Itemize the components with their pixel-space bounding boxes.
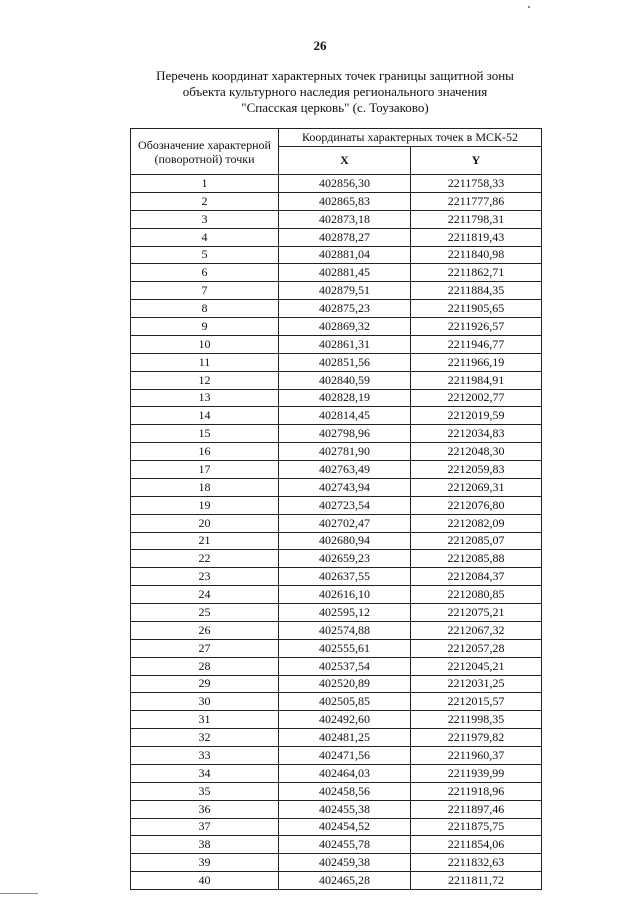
point-number-cell: 33 (131, 747, 279, 765)
table-row (131, 836, 542, 854)
point-number-cell: 6 (131, 264, 279, 282)
point-number-cell: 39 (131, 854, 279, 872)
y-coordinate-cell: 2211819,43 (411, 228, 542, 246)
table-row (131, 764, 542, 782)
table-row (131, 782, 542, 800)
table-row (131, 568, 542, 586)
x-coordinate-cell: 402881,45 (279, 264, 411, 282)
table-row (131, 282, 542, 300)
x-coordinate-cell: 402455,38 (279, 800, 411, 818)
coordinates-table (130, 128, 542, 890)
x-coordinate-cell: 402492,60 (279, 711, 411, 729)
x-coordinate-cell: 402481,25 (279, 729, 411, 747)
point-number-cell: 38 (131, 836, 279, 854)
y-coordinate-cell: 2211946,77 (411, 335, 542, 353)
x-coordinate-cell: 402879,51 (279, 282, 411, 300)
table-row (131, 657, 542, 675)
point-number-cell: 21 (131, 532, 279, 550)
y-coordinate-cell: 2211832,63 (411, 854, 542, 872)
y-coordinate-cell: 2212002,77 (411, 389, 542, 407)
point-number-cell: 11 (131, 353, 279, 371)
point-number-cell: 40 (131, 872, 279, 890)
table-row (131, 747, 542, 765)
x-coordinate-cell: 402878,27 (279, 228, 411, 246)
x-coordinate-cell: 402702,47 (279, 514, 411, 532)
x-coordinate-cell: 402471,56 (279, 747, 411, 765)
table-row (131, 246, 542, 264)
x-coordinate-cell: 402763,49 (279, 461, 411, 479)
y-coordinate-cell: 2211854,06 (411, 836, 542, 854)
y-coordinate-cell: 2212034,83 (411, 425, 542, 443)
table-row (131, 371, 542, 389)
table-row (131, 407, 542, 425)
x-coordinate-cell: 402574,88 (279, 621, 411, 639)
point-number-cell: 12 (131, 371, 279, 389)
y-coordinate-cell: 2212084,37 (411, 568, 542, 586)
y-coordinate-cell: 2211798,31 (411, 210, 542, 228)
y-coordinate-cell: 2211984,91 (411, 371, 542, 389)
y-coordinate-cell: 2212067,32 (411, 621, 542, 639)
point-number-cell: 29 (131, 675, 279, 693)
table-row (131, 621, 542, 639)
x-coordinate-cell: 402851,56 (279, 353, 411, 371)
x-coordinate-cell: 402505,85 (279, 693, 411, 711)
point-column-header: Обозначение характерной (поворотной) точки (131, 129, 279, 175)
y-coordinate-cell: 2211966,19 (411, 353, 542, 371)
x-coordinate-cell: 402555,61 (279, 639, 411, 657)
point-number-cell: 1 (131, 175, 279, 193)
y-coordinate-cell: 2212076,80 (411, 496, 542, 514)
x-coordinate-cell: 402537,54 (279, 657, 411, 675)
table-row (131, 389, 542, 407)
point-number-cell: 19 (131, 496, 279, 514)
scan-mark-bottom-left (0, 893, 38, 894)
table-row (131, 175, 542, 193)
point-number-cell: 14 (131, 407, 279, 425)
x-coordinate-cell: 402875,23 (279, 300, 411, 318)
document-title (110, 68, 560, 116)
page-number: 26 (313, 38, 327, 53)
y-coordinate-cell: 2211939,99 (411, 764, 542, 782)
table-row (131, 210, 542, 228)
point-number-cell: 3 (131, 210, 279, 228)
table-row (131, 711, 542, 729)
table-row (131, 353, 542, 371)
table-row (131, 478, 542, 496)
y-coordinate-cell: 2212048,30 (411, 443, 542, 461)
y-coordinate-cell: 2211960,37 (411, 747, 542, 765)
x-coordinate-cell: 402743,94 (279, 478, 411, 496)
coordinates-group-header: Координаты характерных точек в МСК-52 (279, 129, 542, 147)
table-row (131, 586, 542, 604)
table-row (131, 192, 542, 210)
point-number-cell: 16 (131, 443, 279, 461)
x-coordinate-cell: 402869,32 (279, 318, 411, 336)
point-number-cell: 9 (131, 318, 279, 336)
y-coordinate-cell: 2211979,82 (411, 729, 542, 747)
y-coordinate-cell: 2211897,46 (411, 800, 542, 818)
y-coordinate-cell: 2212069,31 (411, 478, 542, 496)
y-coordinate-cell: 2212059,83 (411, 461, 542, 479)
table-row (131, 818, 542, 836)
y-coordinate-cell: 2211918,96 (411, 782, 542, 800)
x-coordinate-cell: 402464,03 (279, 764, 411, 782)
table-row (131, 729, 542, 747)
y-coordinate-cell: 2211884,35 (411, 282, 542, 300)
table-row (131, 264, 542, 282)
point-number-cell: 15 (131, 425, 279, 443)
y-coordinate-cell: 2212082,09 (411, 514, 542, 532)
table-row (131, 496, 542, 514)
y-coordinate-cell: 2211998,35 (411, 711, 542, 729)
y-coordinate-cell: 2212031,25 (411, 675, 542, 693)
x-coordinate-cell: 402616,10 (279, 586, 411, 604)
x-coordinate-cell: 402873,18 (279, 210, 411, 228)
x-coordinate-cell: 402637,55 (279, 568, 411, 586)
y-coordinate-cell: 2211840,98 (411, 246, 542, 264)
x-coordinate-cell: 402455,78 (279, 836, 411, 854)
point-number-cell: 23 (131, 568, 279, 586)
point-number-cell: 5 (131, 246, 279, 264)
point-number-cell: 30 (131, 693, 279, 711)
y-coordinate-cell: 2212080,85 (411, 586, 542, 604)
table-row (131, 228, 542, 246)
table-row (131, 693, 542, 711)
y-coordinate-cell: 2212085,07 (411, 532, 542, 550)
title-line-2: объекта культурного наследия регионального значения (182, 84, 488, 99)
x-coordinate-cell: 402458,56 (279, 782, 411, 800)
point-number-cell: 37 (131, 818, 279, 836)
table-row (131, 300, 542, 318)
point-number-cell: 27 (131, 639, 279, 657)
coordinates-table-body (131, 175, 542, 890)
y-coordinate-cell: 2212075,21 (411, 604, 542, 622)
point-number-cell: 20 (131, 514, 279, 532)
y-coordinate-cell: 2211758,33 (411, 175, 542, 193)
table-row (131, 604, 542, 622)
point-number-cell: 18 (131, 478, 279, 496)
y-coordinate-cell: 2211777,86 (411, 192, 542, 210)
scan-mark-top-right (528, 6, 530, 8)
x-coordinate-cell: 402861,31 (279, 335, 411, 353)
point-number-cell: 24 (131, 586, 279, 604)
point-number-cell: 8 (131, 300, 279, 318)
y-coordinate-cell: 2211862,71 (411, 264, 542, 282)
table-row (131, 443, 542, 461)
table-row (131, 514, 542, 532)
point-number-cell: 22 (131, 550, 279, 568)
table-row (131, 532, 542, 550)
y-coordinate-cell: 2211926,57 (411, 318, 542, 336)
point-number-cell: 26 (131, 621, 279, 639)
x-coordinate-cell: 402459,38 (279, 854, 411, 872)
x-coordinate-cell: 402659,23 (279, 550, 411, 568)
x-coordinate-cell: 402680,94 (279, 532, 411, 550)
y-coordinate-cell: 2211905,65 (411, 300, 542, 318)
table-row (131, 318, 542, 336)
point-number-cell: 10 (131, 335, 279, 353)
x-coordinate-cell: 402814,45 (279, 407, 411, 425)
point-number-cell: 31 (131, 711, 279, 729)
y-coordinate-cell: 2212057,28 (411, 639, 542, 657)
x-column-header: X (279, 147, 411, 175)
y-coordinate-cell: 2212015,57 (411, 693, 542, 711)
y-coordinate-cell: 2212019,59 (411, 407, 542, 425)
y-coordinate-cell: 2212045,21 (411, 657, 542, 675)
point-number-cell: 4 (131, 228, 279, 246)
y-column-header: Y (411, 147, 542, 175)
y-coordinate-cell: 2211875,75 (411, 818, 542, 836)
table-row (131, 425, 542, 443)
point-number-cell: 32 (131, 729, 279, 747)
table-row (131, 550, 542, 568)
point-number-cell: 25 (131, 604, 279, 622)
table-row (131, 461, 542, 479)
x-coordinate-cell: 402781,90 (279, 443, 411, 461)
point-number-cell: 17 (131, 461, 279, 479)
title-line-3: "Спасская церковь" (с. Тоузаково) (241, 100, 429, 115)
table-row (131, 675, 542, 693)
x-coordinate-cell: 402798,96 (279, 425, 411, 443)
x-coordinate-cell: 402595,12 (279, 604, 411, 622)
x-coordinate-cell: 402465,28 (279, 872, 411, 890)
table-row (131, 335, 542, 353)
point-number-cell: 7 (131, 282, 279, 300)
x-coordinate-cell: 402840,59 (279, 371, 411, 389)
x-coordinate-cell: 402828,19 (279, 389, 411, 407)
table-row (131, 872, 542, 890)
table-row (131, 639, 542, 657)
x-coordinate-cell: 402520,89 (279, 675, 411, 693)
point-number-cell: 36 (131, 800, 279, 818)
point-number-cell: 34 (131, 764, 279, 782)
x-coordinate-cell: 402881,04 (279, 246, 411, 264)
x-coordinate-cell: 402856,30 (279, 175, 411, 193)
y-coordinate-cell: 2211811,72 (411, 872, 542, 890)
table-row (131, 854, 542, 872)
point-number-cell: 35 (131, 782, 279, 800)
point-number-cell: 2 (131, 192, 279, 210)
x-coordinate-cell: 402454,52 (279, 818, 411, 836)
point-number-cell: 13 (131, 389, 279, 407)
title-line-1: Перечень координат характерных точек границы защитной зоны (156, 68, 514, 83)
y-coordinate-cell: 2212085,88 (411, 550, 542, 568)
table-row (131, 800, 542, 818)
x-coordinate-cell: 402723,54 (279, 496, 411, 514)
point-number-cell: 28 (131, 657, 279, 675)
x-coordinate-cell: 402865,83 (279, 192, 411, 210)
